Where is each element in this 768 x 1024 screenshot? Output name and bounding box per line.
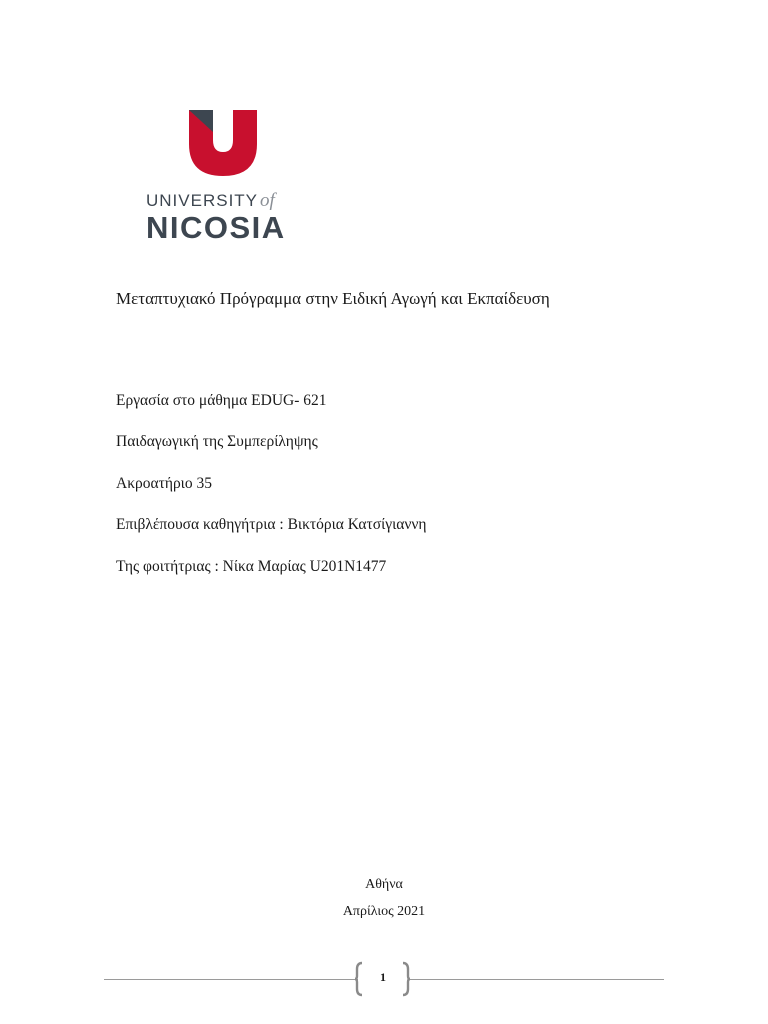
logo-of-word: of <box>260 190 275 211</box>
logo-university-word: UNIVERSITY <box>146 191 259 210</box>
logo-university-text <box>146 190 275 212</box>
course-line: Εργασία στο μάθημα EDUG- 621 <box>116 392 327 409</box>
city-line: Αθήνα <box>365 877 403 892</box>
left-bracket-icon <box>354 961 364 997</box>
right-bracket-icon <box>401 961 411 997</box>
footer-rule-right <box>410 979 664 980</box>
auditorium-line: Ακροατήριο 35 <box>116 475 212 492</box>
subject-line: Παιδαγωγική της Συμπερίληψης <box>116 433 318 450</box>
student-line: Της φοιτήτριας : Νίκα Μαρίας U201N1477 <box>116 558 387 575</box>
page-number: 1 <box>380 970 386 984</box>
date-line: Απρίλιος 2021 <box>342 904 426 919</box>
logo-nicosia-text: NICOSIA <box>146 210 286 245</box>
university-logo <box>146 110 306 245</box>
university-logo-mark-icon <box>189 110 257 176</box>
program-title: Μεταπτυχιακό Πρόγραμμα στην Ειδική Αγωγή και Εκπαίδευση <box>116 289 550 308</box>
footer-rule-left <box>104 979 358 980</box>
supervisor-line: Επιβλέπουσα καθηγήτρια : Βικτόρια Κατσίγιαννη <box>116 516 427 533</box>
